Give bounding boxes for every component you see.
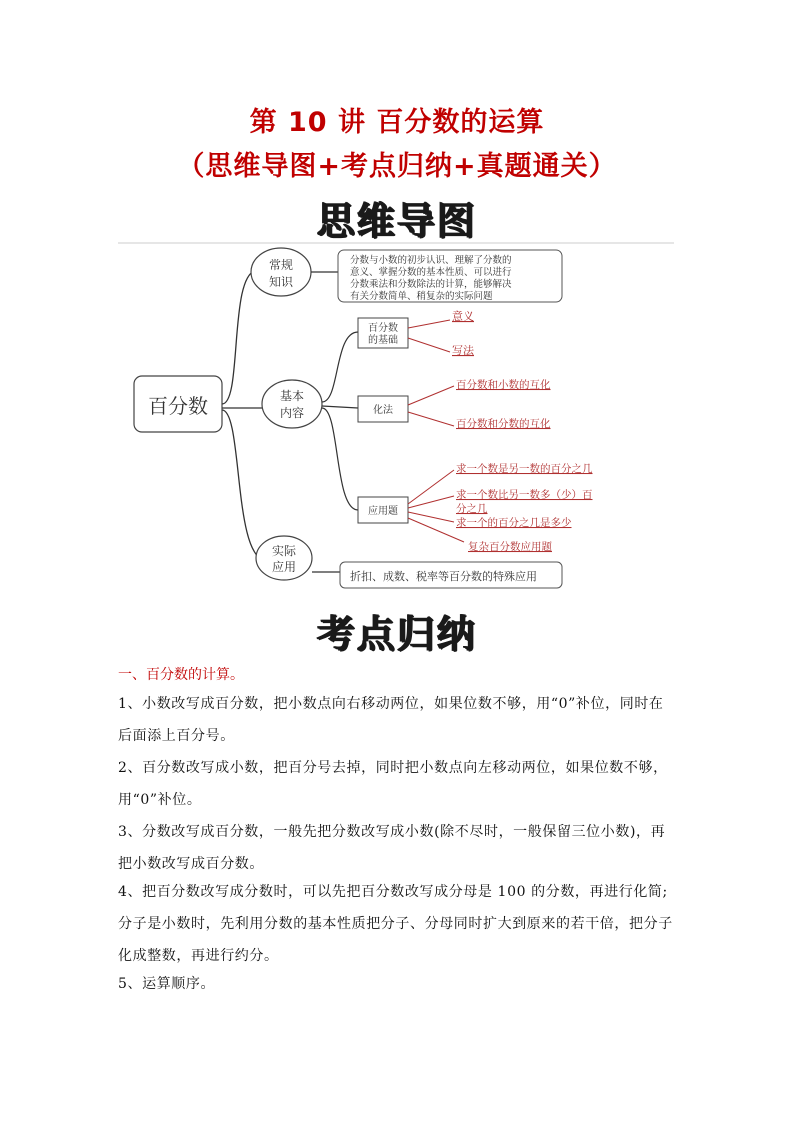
branch-basic-label: 内容 [279,406,305,420]
leaf-meaning: 意义 [452,310,474,323]
root-node-label: 百分数 [148,394,208,418]
leaf-writing: 写法 [452,344,474,357]
connector [408,338,450,352]
connector [408,386,454,405]
branch-general-label: 常规 [268,258,294,272]
paragraph: 3、分数改写成百分数，一般先把分数改写成小数(除不尽时，一般保留三位小数)，再把小数改写成百分数。 [118,824,666,872]
general-desc-line: 分数与小数的初步认识、理解了分数的 [350,255,512,266]
leaf-application: 求一个的百分之几是多少 [456,517,572,529]
connector [222,410,266,560]
connector [408,320,450,328]
leaf-application: 求一个数是另一数的百分之几 [456,463,593,475]
general-desc-line: 有关分数简单、稍复杂的实际问题 [350,291,493,302]
connector [222,270,258,404]
branch-practical-label: 应用 [271,560,297,574]
sub-conversion-label: 化法 [373,405,393,416]
branch-practical-label: 实际 [271,544,297,558]
practical-desc: 折扣、成数、税率等百分数的特殊应用 [350,570,537,583]
general-desc-line: 分数乘法和分数除法的计算，能够解决 [350,279,512,290]
mindmap-banner: 思维导图 [316,199,477,243]
general-desc-line: 意义、掌握分数的基本性质、可以进行 [350,267,512,278]
paragraph: 4、把百分数改写成分数时，可以先把百分数改写成分母是 100 的分数，再进行化简;分子是小数时，先利用分数的基本性质把分子、分母同时扩大到原来的若干倍，把分子化成整数，再进行约分。 [118,884,673,964]
connector [322,332,358,402]
page-subtitle: （思维导图+考点归纳+真题通关） [177,151,617,182]
sub-basics-label: 百分数 [368,323,398,334]
keypoints-banner: 考点归纳 [316,612,477,656]
leaf-percent-fraction: 百分数和分数的互化 [456,418,551,430]
page-title: 第 10 讲 百分数的运算 [249,107,545,138]
sub-basics-label: 的基础 [368,335,398,346]
paragraph: 1、小数改写成百分数，把小数点向右移动两位，如果位数不够，用“0”补位，同时在后面添上百分号。 [118,696,664,744]
connector [322,408,358,510]
paragraph: 5、运算顺序。 [118,976,216,992]
branch-general-label: 知识 [268,275,294,289]
connector [322,406,358,408]
leaf-application: 复杂百分数应用题 [468,541,552,553]
leaf-percent-decimal: 百分数和小数的互化 [456,379,551,391]
mind-map-diagram [118,242,674,594]
connector [408,412,454,426]
connector [408,496,454,508]
sub-application-label: 应用题 [368,506,398,517]
branch-basic-label: 基本 [279,389,305,403]
paragraph: 2、百分数改写成小数，把百分号去掉，同时把小数点向左移动两位，如果位数不够，用“0”补位。 [118,760,668,808]
branch-basic-node [262,380,322,428]
leaf-application: 求一个数比另一数多（少）百 [456,489,593,501]
leaf-application: 分之几 [456,503,488,515]
section-heading: 一、百分数的计算。 [118,667,244,683]
connector [408,470,454,504]
